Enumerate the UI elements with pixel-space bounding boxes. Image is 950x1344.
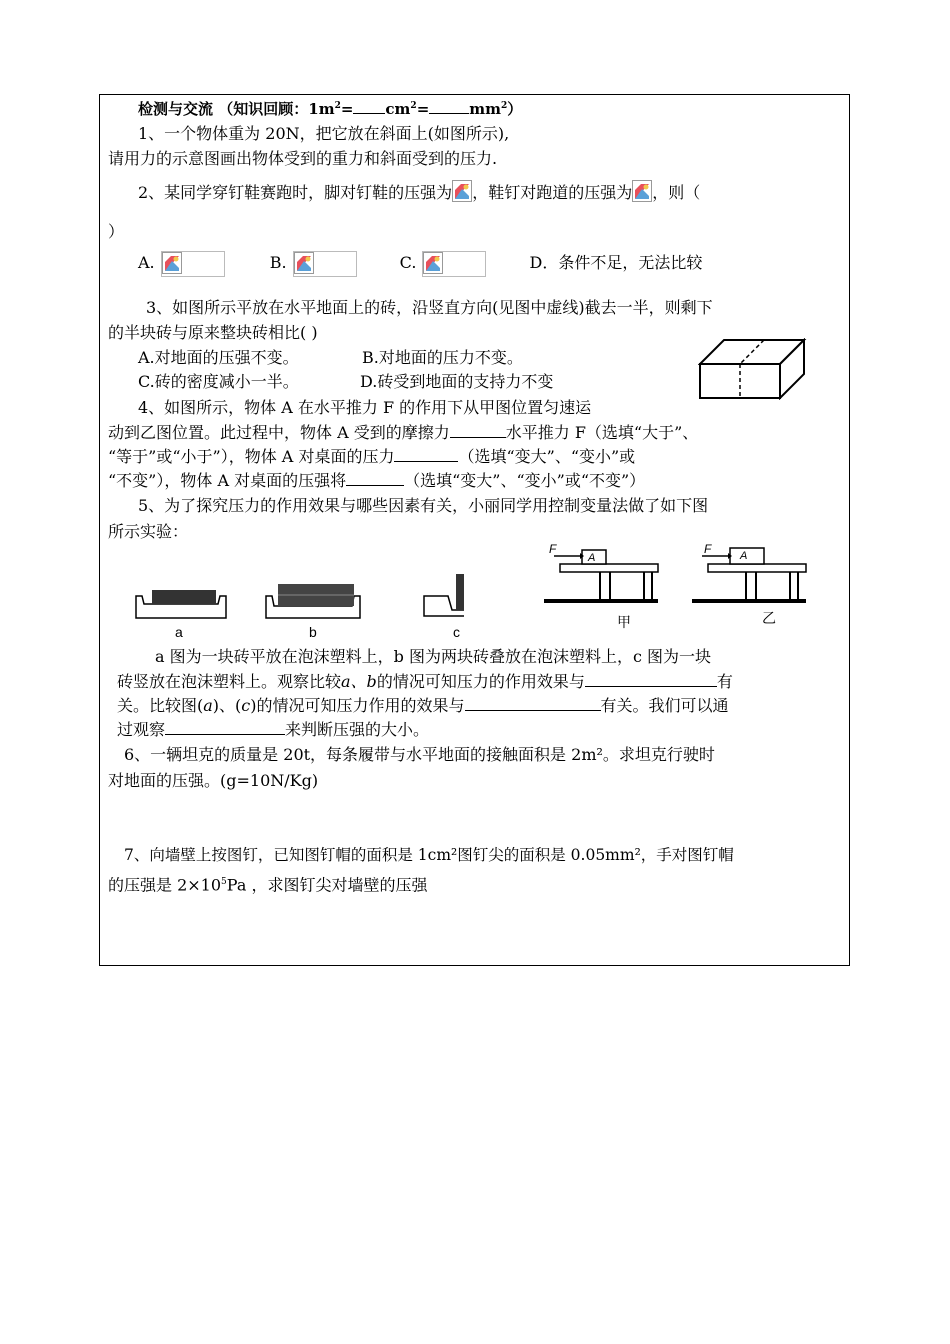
q6-line2: 对地面的压强。(g=10N/Kg)	[108, 771, 319, 790]
q4-line2-b: 水平推力 F（选填“大于”、	[505, 423, 699, 442]
q5-desc2-c: 有	[716, 672, 733, 691]
q4-line2-a: 动到乙图位置。此过程中，物体 A 受到的摩擦力	[108, 423, 450, 442]
heading-eq1: =	[340, 100, 354, 118]
q7-line2-b: Pa ，求图钉尖对墙壁的压强	[226, 875, 428, 895]
q5-desc4-b: 来判断压强的大小。	[285, 720, 430, 739]
q5-line2: 所示实验：	[108, 522, 189, 541]
fig-label-yi: 乙	[762, 610, 776, 626]
q1-line2: 请用力的示意图画出物体受到的重力和斜面受到的压力.	[108, 149, 498, 168]
heading-open: （知识回顾：1m	[218, 100, 335, 118]
blank-cm[interactable]	[353, 99, 385, 114]
q5-line1: 5、为了探究压力的作用效果与哪些因素有关，小丽同学用控制变量法做了如下图	[138, 496, 709, 515]
q4-line1: 4、如图所示，物体 A 在水平推力 F 的作用下从甲图位置匀速运	[138, 398, 592, 417]
q2-close: ）	[108, 222, 125, 241]
q5-desc2-a: 砖竖放在泡沫塑料上。观察比较	[117, 672, 342, 691]
foam-figures	[134, 570, 464, 622]
q7-line1: 7、向墙壁上按图钉，已知图钉帽的面积是 1cm²图钉尖的面积是 0.05mm²，手对图钉帽	[124, 846, 734, 864]
worksheet-frame	[99, 94, 850, 966]
q4-line4-b: （选填“变大”、“变小”或“不变”）	[404, 471, 646, 490]
fig-label-c: c	[453, 624, 460, 640]
q2-opt-a-image	[161, 251, 225, 277]
q5-desc3-c: 有关。我们可以通	[600, 696, 729, 715]
blank-friction[interactable]	[450, 423, 506, 438]
blank-pressure[interactable]	[346, 471, 404, 486]
q5-desc2-ab: a、b	[341, 672, 377, 691]
section-heading: 检测与交流 （知识回顾：$1m^2= cm^2= mm^2$）	[138, 100, 523, 118]
fig-label-jia: 甲	[617, 614, 631, 630]
fig-label-a: a	[175, 624, 183, 640]
q2-opt-b-image	[293, 251, 357, 277]
heading-mm: mm	[469, 100, 502, 118]
q2-text-b: ，鞋钉对跑道的压强为	[472, 183, 633, 202]
blank-factor2[interactable]	[465, 696, 601, 711]
q5-desc4	[117, 720, 429, 740]
q3-opt-b: B.对地面的压力不变。	[362, 348, 523, 367]
q5-desc3-a: 关。比较图(	[117, 696, 204, 715]
heading-close: ）	[507, 100, 523, 118]
q2-text-a: 2、某同学穿钉鞋赛跑时，脚对钉鞋的压强为	[138, 183, 453, 202]
q2-opt-b: B.	[269, 253, 287, 272]
q5-desc3-b: )的情况可知压力作用的效果与	[250, 696, 465, 715]
heading-eq2: =	[416, 100, 430, 118]
q3-line2: 的半块砖与原来整块砖相比( )	[108, 323, 318, 342]
q5-desc3	[117, 696, 729, 716]
q3-line1: 3、如图所示平放在水平地面上的砖，沿竖直方向(见图中虚线)截去一半，则剩下	[146, 298, 713, 317]
q7-line2-a: 的压强是 2×10	[108, 875, 222, 895]
blank-factor1[interactable]	[585, 672, 717, 687]
q2-options	[138, 250, 702, 277]
q5-desc2	[117, 672, 733, 692]
q4-line4	[108, 471, 645, 491]
q3-opt-d: D.砖受到地面的支持力不变	[360, 372, 554, 391]
q5-desc1: a 图为一块砖平放在泡沫塑料上，b 图为两块砖叠放在泡沫塑料上，c 图为一块	[155, 647, 712, 666]
q5-desc2-b: 的情况可知压力的作用效果与	[376, 672, 585, 691]
broken-image-icon	[452, 180, 472, 202]
fig-F-jia: F	[549, 542, 557, 556]
q7-line2	[108, 872, 427, 895]
q4-line4-a: “不变”），物体 A 对桌面的压强将	[108, 471, 347, 490]
q4-line2	[108, 423, 698, 443]
q2-opt-c-image	[422, 251, 486, 277]
blank-pressure-force[interactable]	[394, 447, 458, 462]
q2-text-c: ，则（	[652, 183, 701, 202]
fig-F-yi: F	[704, 542, 712, 556]
brick-figure	[698, 338, 808, 400]
fig-A-yi: A	[740, 550, 748, 562]
q2-opt-d: D．条件不足，无法比较	[529, 253, 703, 272]
blank-observe[interactable]	[165, 720, 285, 735]
q2-line1	[138, 180, 700, 203]
blank-mm[interactable]	[429, 99, 469, 114]
q2-opt-a: A.	[138, 253, 155, 272]
q5-desc4-a: 过观察	[117, 720, 166, 739]
broken-image-icon	[632, 180, 652, 202]
q3-opt-a: A.对地面的压强不变。	[138, 348, 299, 367]
q7-exp: 5	[221, 877, 227, 887]
q1-line1: 1、一个物体重为 20N，把它放在斜面上(如图所示),	[138, 124, 510, 143]
q4-line3	[108, 447, 635, 467]
q5-desc3-a-italic: a	[203, 696, 213, 715]
heading-title: 检测与交流	[138, 100, 214, 118]
q6-line1: 6、一辆坦克的质量是 20t，每条履带与水平地面的接触面积是 2m²。求坦克行驶时	[124, 745, 715, 764]
q3-opt-c: C.砖的密度减小一半。	[138, 372, 299, 391]
q2-opt-c: C.	[399, 253, 417, 272]
heading-cm: cm	[385, 100, 411, 118]
fig-label-b: b	[309, 624, 317, 640]
fig-A-jia: A	[588, 552, 596, 564]
q5-desc3-c-italic: c	[241, 696, 251, 715]
q5-desc3-mid: )、(	[212, 696, 242, 715]
q4-line3-a: “等于”或“小于”），物体 A 对桌面的压力	[108, 447, 395, 466]
q4-line3-b: （选填“变大”、“变小”或	[458, 447, 636, 466]
